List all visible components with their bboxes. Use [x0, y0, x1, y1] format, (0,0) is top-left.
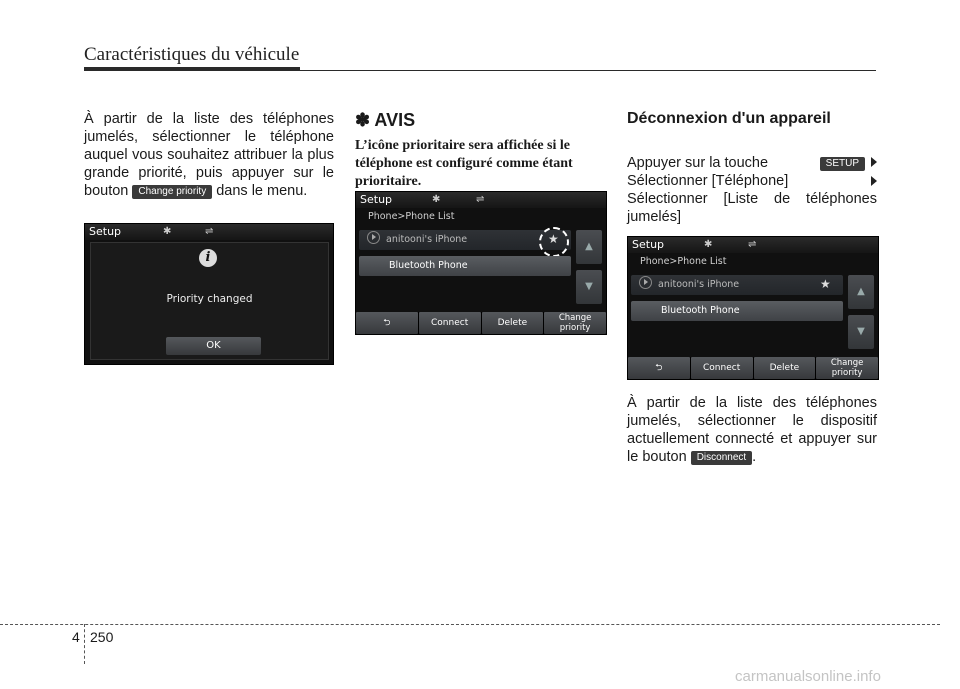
- section-title: Déconnexion d'un appareil: [627, 110, 831, 127]
- screen-phone-list: [627, 236, 879, 380]
- breadcrumb: Phone>Phone List: [368, 211, 455, 222]
- notice-title: ✽ AVIS: [355, 110, 416, 130]
- screen-phone-list-ring: [355, 191, 607, 335]
- back-button[interactable]: ⮌: [356, 312, 418, 334]
- back-button[interactable]: ⮌: [628, 357, 690, 379]
- scroll-up-button[interactable]: ▲: [576, 230, 602, 264]
- scroll-down-button[interactable]: ▼: [576, 270, 602, 304]
- change-priority-button[interactable]: [544, 312, 606, 334]
- screen-title: Setup: [89, 225, 122, 238]
- bluetooth-icon: ✱: [704, 239, 713, 250]
- column-left: [84, 110, 334, 200]
- phone-list-item[interactable]: [631, 301, 843, 321]
- instruction-text: À partir de la liste des téléphones jumelés, sélectionner le dispositif actuellement connecté et appuyer sur le bouton: [627, 395, 877, 465]
- instruction-text-end: dans le menu.: [216, 183, 308, 199]
- connect-button[interactable]: Connect: [419, 312, 481, 334]
- step-line-3: Sélectionner [Liste de téléphones jumelés]: [627, 191, 877, 225]
- usb-icon: ⇌: [205, 226, 214, 237]
- popup-message: Priority changed: [166, 293, 253, 305]
- column-right: [627, 110, 877, 226]
- phone-name: Bluetooth Phone: [389, 260, 468, 271]
- step-text: Sélectionner [Téléphone]: [627, 173, 789, 189]
- chapter-number: 4: [72, 629, 80, 645]
- ok-button[interactable]: OK: [166, 337, 261, 355]
- instruction-text: À partir de la liste des téléphones jumelés, sélectionner le téléphone auquel vous souhaitez attribuer la plus grande priorité, puis appuyer sur le bouton: [84, 111, 334, 199]
- screen-header: [628, 237, 878, 253]
- arrow-right-icon: [871, 176, 877, 186]
- delete-button[interactable]: Delete: [482, 312, 544, 334]
- instruction-text-end: .: [752, 449, 757, 465]
- screen-priority-changed: [84, 223, 334, 365]
- header-rule-thick: [84, 67, 300, 71]
- change-priority-button[interactable]: [816, 357, 878, 379]
- phone-name: anitooni's iPhone: [386, 234, 468, 245]
- screen-header: [85, 224, 333, 240]
- change-priority-label-line1: Change: [558, 313, 592, 323]
- step-line-2: [627, 172, 877, 190]
- notice-text: L’icône prioritaire sera affichée si le téléphone est configuré comme étant prioritaire.: [355, 138, 573, 189]
- play-icon: [639, 276, 652, 289]
- phone-name: Bluetooth Phone: [661, 305, 740, 316]
- change-priority-label-line2: priority: [831, 368, 863, 378]
- scroll-up-button[interactable]: ▲: [848, 275, 874, 309]
- column-middle: [355, 110, 605, 191]
- usb-icon: ⇌: [748, 239, 757, 250]
- page-number: 250: [90, 629, 114, 645]
- screen-title: Setup: [632, 238, 665, 251]
- screen-toolbar: [356, 312, 606, 334]
- phone-name: anitooni's iPhone: [658, 279, 740, 290]
- instruction-paragraph: [627, 394, 877, 466]
- instruction-paragraph: [84, 110, 334, 200]
- screen-title: Setup: [360, 193, 393, 206]
- watermark: carmanualsonline.info: [735, 668, 881, 685]
- disconnect-button-label: Disconnect: [691, 451, 752, 465]
- phone-list-item[interactable]: [631, 275, 843, 295]
- bluetooth-icon: ✱: [163, 226, 172, 237]
- priority-star-icon: ★: [820, 277, 831, 291]
- change-priority-button-label: Change priority: [132, 185, 212, 199]
- footer-rule: [0, 624, 940, 625]
- step-line-1: [627, 154, 877, 172]
- arrow-right-icon: [871, 157, 877, 167]
- delete-button[interactable]: Delete: [754, 357, 816, 379]
- connect-button[interactable]: Connect: [691, 357, 753, 379]
- play-icon: [367, 231, 380, 244]
- header-rule-thin: [300, 70, 876, 71]
- breadcrumb: Phone>Phone List: [640, 256, 727, 267]
- change-priority-label-line2: priority: [559, 323, 591, 333]
- scroll-down-button[interactable]: ▼: [848, 315, 874, 349]
- screen-header: [356, 192, 606, 208]
- info-icon: i: [199, 249, 217, 267]
- priority-star-icon: ★: [548, 232, 559, 246]
- screen-toolbar: [628, 357, 878, 379]
- phone-list-item[interactable]: [359, 256, 571, 276]
- usb-icon: ⇌: [476, 194, 485, 205]
- step-text: Appuyer sur la touche: [627, 155, 769, 171]
- bluetooth-icon: ✱: [432, 194, 441, 205]
- page-header-title: Caractéristiques du véhicule: [84, 44, 300, 65]
- footer-divider: [84, 624, 85, 664]
- setup-button-label: SETUP: [820, 157, 865, 171]
- change-priority-label-line1: Change: [830, 358, 864, 368]
- disconnect-instruction: [627, 394, 877, 466]
- popup-dialog: [90, 242, 329, 360]
